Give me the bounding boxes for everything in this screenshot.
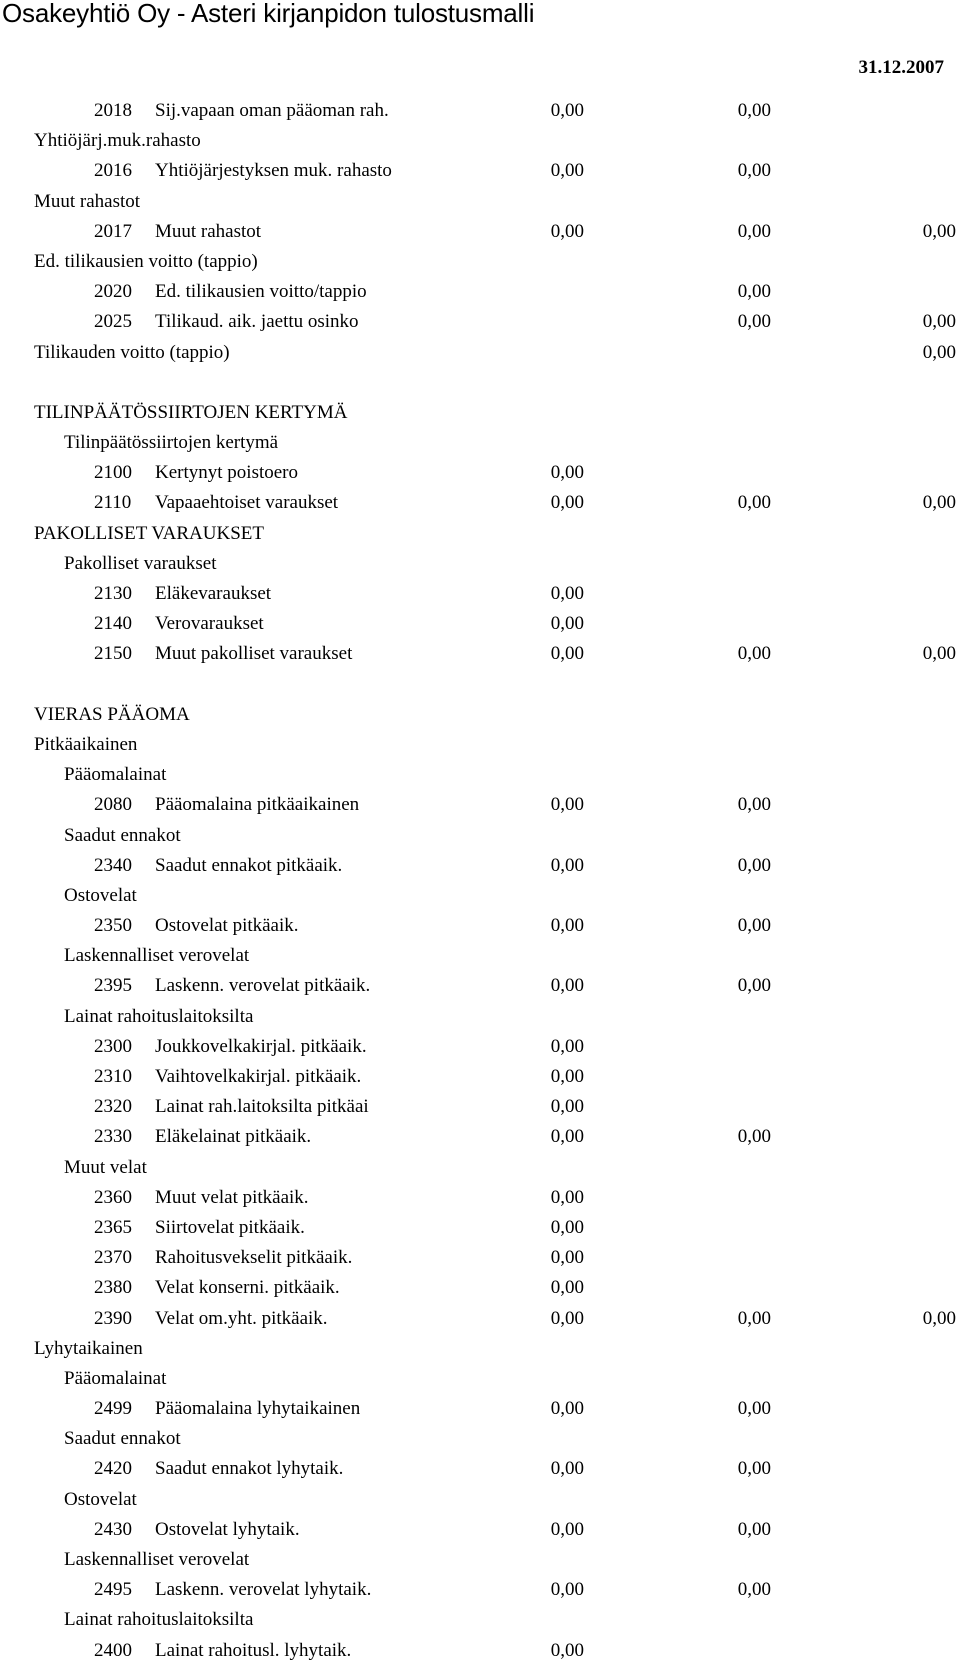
heading-label: Tilinpäätössiirtojen kertymä: [64, 432, 279, 454]
account-value: 0,00: [550, 100, 584, 121]
account-value: 0,00: [550, 492, 584, 514]
heading-label: Lainat rahoituslaitoksilta: [64, 1005, 254, 1027]
account-name: Verovaraukset: [155, 613, 264, 635]
account-code: 2430: [94, 1518, 132, 1540]
heading-label: Pakolliset varaukset: [64, 552, 217, 574]
account-code: 2350: [94, 915, 132, 937]
account-code: 2380: [94, 1277, 132, 1299]
heading-label: Lainat rahoituslaitoksilta: [64, 1609, 254, 1631]
account-code: 2320: [94, 1096, 132, 1118]
heading-label: Laskennalliset verovelat: [64, 945, 250, 967]
group-heading: [0, 821, 960, 851]
account-code: 2110: [94, 492, 132, 514]
account-code: 2025: [94, 311, 132, 333]
blank-row: [0, 670, 960, 700]
account-name: Muut pakolliset varaukset: [155, 643, 353, 665]
group-total: 0,00: [737, 100, 771, 121]
heading-label: Ostovelat: [64, 884, 137, 906]
section-heading: [0, 187, 960, 217]
account-value: 0,00: [550, 1579, 584, 1601]
section-heading: [0, 519, 960, 549]
group-total: 0,00: [737, 1398, 771, 1420]
account-name: Saadut ennakot pitkäaik.: [155, 854, 343, 876]
account-name: Eläkevaraukset: [155, 583, 272, 604]
group-heading: [0, 760, 960, 790]
account-row: [0, 458, 960, 488]
account-name: Lainat rah.laitoksilta pitkäai: [155, 1096, 369, 1118]
account-name: Pääomalaina lyhytaikainen: [155, 1398, 361, 1420]
section-heading: [0, 730, 960, 760]
heading-label: VIERAS PÄÄOMA: [34, 703, 190, 725]
account-name: Velat om.yht. pitkäaik.: [155, 1307, 328, 1329]
account-code: 2020: [94, 281, 132, 303]
section-heading: [0, 1334, 960, 1364]
heading-label: Pitkäaikainen: [34, 733, 138, 755]
account-value: 0,00: [550, 1398, 584, 1420]
account-row: [0, 1273, 960, 1303]
account-row: [0, 911, 960, 941]
group-heading: [0, 941, 960, 971]
group-total: 0,00: [737, 1458, 771, 1480]
group-total: 0,00: [737, 160, 771, 182]
account-row: [0, 1062, 960, 1092]
account-name: Ed. tilikausien voitto/tappio: [155, 281, 367, 303]
section-total: 0,00: [922, 311, 956, 333]
heading-label: Laskennalliset verovelat: [64, 1549, 250, 1570]
group-total: 0,00: [737, 281, 771, 303]
group-heading: [0, 1424, 960, 1454]
account-row: [0, 1636, 960, 1666]
account-row: [0, 277, 960, 307]
heading-label: Ostovelat: [64, 1488, 137, 1510]
account-row: [0, 1304, 960, 1334]
group-heading: [0, 1605, 960, 1635]
heading-label: Saadut ennakot: [64, 824, 181, 846]
group-heading: [0, 1002, 960, 1032]
account-row: [0, 307, 960, 337]
account-name: Rahoitusvekselit pitkäaik.: [155, 1247, 353, 1269]
account-code: 2100: [94, 462, 132, 484]
account-row: [0, 1032, 960, 1062]
account-row: [0, 1243, 960, 1273]
account-value: 0,00: [550, 1126, 584, 1148]
report-date: 31.12.2007: [858, 57, 944, 78]
account-row: [0, 609, 960, 639]
account-row: [0, 790, 960, 820]
account-value: 0,00: [550, 915, 584, 937]
account-row: [0, 1092, 960, 1122]
account-row: [0, 579, 960, 609]
account-value: 0,00: [550, 1066, 584, 1087]
account-row: [0, 1183, 960, 1213]
heading-label: Ed. tilikausien voitto (tappio): [34, 250, 258, 272]
account-row: [0, 1454, 960, 1484]
account-name: Tilikaud. aik. jaettu osinko: [155, 311, 359, 333]
account-value: 0,00: [550, 613, 584, 635]
account-row: [0, 1394, 960, 1424]
account-code: 2300: [94, 1035, 132, 1057]
account-code: 2365: [94, 1216, 132, 1238]
account-value: 0,00: [550, 583, 584, 604]
section-heading: [0, 398, 960, 428]
account-name: Saadut ennakot lyhytaik.: [155, 1458, 344, 1480]
account-value: 0,00: [550, 1518, 584, 1540]
account-name: Eläkelainat pitkäaik.: [155, 1126, 312, 1148]
heading-label: Saadut ennakot: [64, 1428, 181, 1450]
group-heading: [0, 428, 960, 458]
heading-label: Pääomalainat: [64, 764, 167, 786]
group-heading: [0, 1485, 960, 1515]
account-code: 2130: [94, 583, 132, 604]
heading-label: Lyhytaikainen: [34, 1337, 143, 1359]
account-name: Ostovelat lyhytaik.: [155, 1518, 300, 1540]
group-total: 0,00: [737, 794, 771, 816]
account-row: [0, 96, 960, 126]
account-value: 0,00: [550, 1277, 584, 1299]
group-heading: [0, 1153, 960, 1183]
account-code: 2495: [94, 1579, 132, 1601]
account-code: 2017: [94, 220, 132, 242]
total-value: 0,00: [922, 341, 956, 363]
group-total: 0,00: [737, 854, 771, 876]
account-name: Kertynyt poistoero: [155, 462, 299, 484]
account-name: Sij.vapaan oman pääoman rah.: [155, 100, 389, 121]
group-total: 0,00: [737, 1307, 771, 1329]
report-body: [0, 96, 960, 1666]
account-code: 2340: [94, 854, 132, 876]
account-code: 2370: [94, 1247, 132, 1269]
heading-label: Muut rahastot: [34, 190, 141, 212]
account-name: Pääomalaina pitkäaikainen: [155, 794, 360, 816]
account-name: Yhtiöjärjestyksen muk. rahasto: [155, 160, 392, 182]
account-name: Muut rahastot: [155, 220, 262, 242]
account-code: 2330: [94, 1126, 132, 1148]
blank-row: [0, 368, 960, 398]
account-code: 2018: [94, 100, 132, 121]
account-value: 0,00: [550, 643, 584, 665]
account-name: Laskenn. verovelat pitkäaik.: [155, 975, 371, 997]
account-row: [0, 971, 960, 1001]
total-row: [0, 338, 960, 368]
account-code: 2016: [94, 160, 132, 182]
heading-label: TILINPÄÄTÖSSIIRTOJEN KERTYMÄ: [34, 401, 348, 423]
account-value: 0,00: [550, 462, 584, 484]
account-value: 0,00: [550, 220, 584, 242]
account-value: 0,00: [550, 1247, 584, 1269]
account-code: 2310: [94, 1066, 132, 1087]
section-heading: [0, 700, 960, 730]
account-code: 2395: [94, 975, 132, 997]
group-total: 0,00: [737, 220, 771, 242]
heading-label: PAKOLLISET VARAUKSET: [34, 522, 264, 544]
account-name: Ostovelat pitkäaik.: [155, 915, 299, 937]
heading-label: Muut velat: [64, 1156, 147, 1178]
account-name: Vaihtovelkakirjal. pitkäaik.: [155, 1066, 362, 1087]
section-total: 0,00: [922, 1307, 956, 1329]
heading-label: Pääomalainat: [64, 1367, 167, 1389]
group-heading: [0, 1545, 960, 1575]
account-row: [0, 639, 960, 669]
account-name: Laskenn. verovelat lyhytaik.: [155, 1579, 372, 1601]
account-name: Lainat rahoitusl. lyhytaik.: [155, 1639, 352, 1661]
group-heading: [0, 549, 960, 579]
account-row: [0, 1213, 960, 1243]
group-total: 0,00: [737, 311, 771, 333]
account-code: 2400: [94, 1639, 132, 1661]
account-value: 0,00: [550, 1096, 584, 1118]
account-row: [0, 1575, 960, 1605]
group-total: 0,00: [737, 1126, 771, 1148]
heading-label: Yhtiöjärj.muk.rahasto: [34, 130, 201, 152]
account-row: [0, 851, 960, 881]
account-code: 2140: [94, 613, 132, 635]
account-code: 2150: [94, 643, 132, 665]
group-total: 0,00: [737, 1518, 771, 1540]
account-value: 0,00: [550, 1307, 584, 1329]
account-value: 0,00: [550, 854, 584, 876]
account-code: 2390: [94, 1307, 132, 1329]
account-value: 0,00: [550, 794, 584, 816]
section-total: 0,00: [922, 492, 956, 514]
group-total: 0,00: [737, 975, 771, 997]
account-name: Velat konserni. pitkäaik.: [155, 1277, 340, 1299]
account-name: Siirtovelat pitkäaik.: [155, 1216, 305, 1238]
account-code: 2420: [94, 1458, 132, 1480]
account-code: 2360: [94, 1186, 132, 1208]
group-total: 0,00: [737, 492, 771, 514]
report-title: Osakeyhtiö Oy - Asteri kirjanpidon tulostusmalli: [2, 0, 535, 28]
group-total: 0,00: [737, 643, 771, 665]
account-code: 2080: [94, 794, 132, 816]
account-value: 0,00: [550, 975, 584, 997]
account-row: [0, 217, 960, 247]
account-value: 0,00: [550, 1186, 584, 1208]
section-total: 0,00: [922, 220, 956, 242]
account-row: [0, 1122, 960, 1152]
total-label: Tilikauden voitto (tappio): [34, 341, 230, 363]
account-row: [0, 156, 960, 186]
section-heading: [0, 126, 960, 156]
group-heading: [0, 1364, 960, 1394]
group-total: 0,00: [737, 915, 771, 937]
account-value: 0,00: [550, 160, 584, 182]
account-code: 2499: [94, 1398, 132, 1420]
account-value: 0,00: [550, 1035, 584, 1057]
group-total: 0,00: [737, 1579, 771, 1601]
account-value: 0,00: [550, 1639, 584, 1661]
account-row: [0, 488, 960, 518]
group-heading: [0, 881, 960, 911]
account-name: Muut velat pitkäaik.: [155, 1186, 309, 1208]
account-value: 0,00: [550, 1216, 584, 1238]
account-name: Joukkovelkakirjal. pitkäaik.: [155, 1035, 367, 1057]
section-heading: [0, 247, 960, 277]
account-value: 0,00: [550, 1458, 584, 1480]
account-name: Vapaaehtoiset varaukset: [155, 492, 339, 514]
account-row: [0, 1515, 960, 1545]
section-total: 0,00: [922, 643, 956, 665]
